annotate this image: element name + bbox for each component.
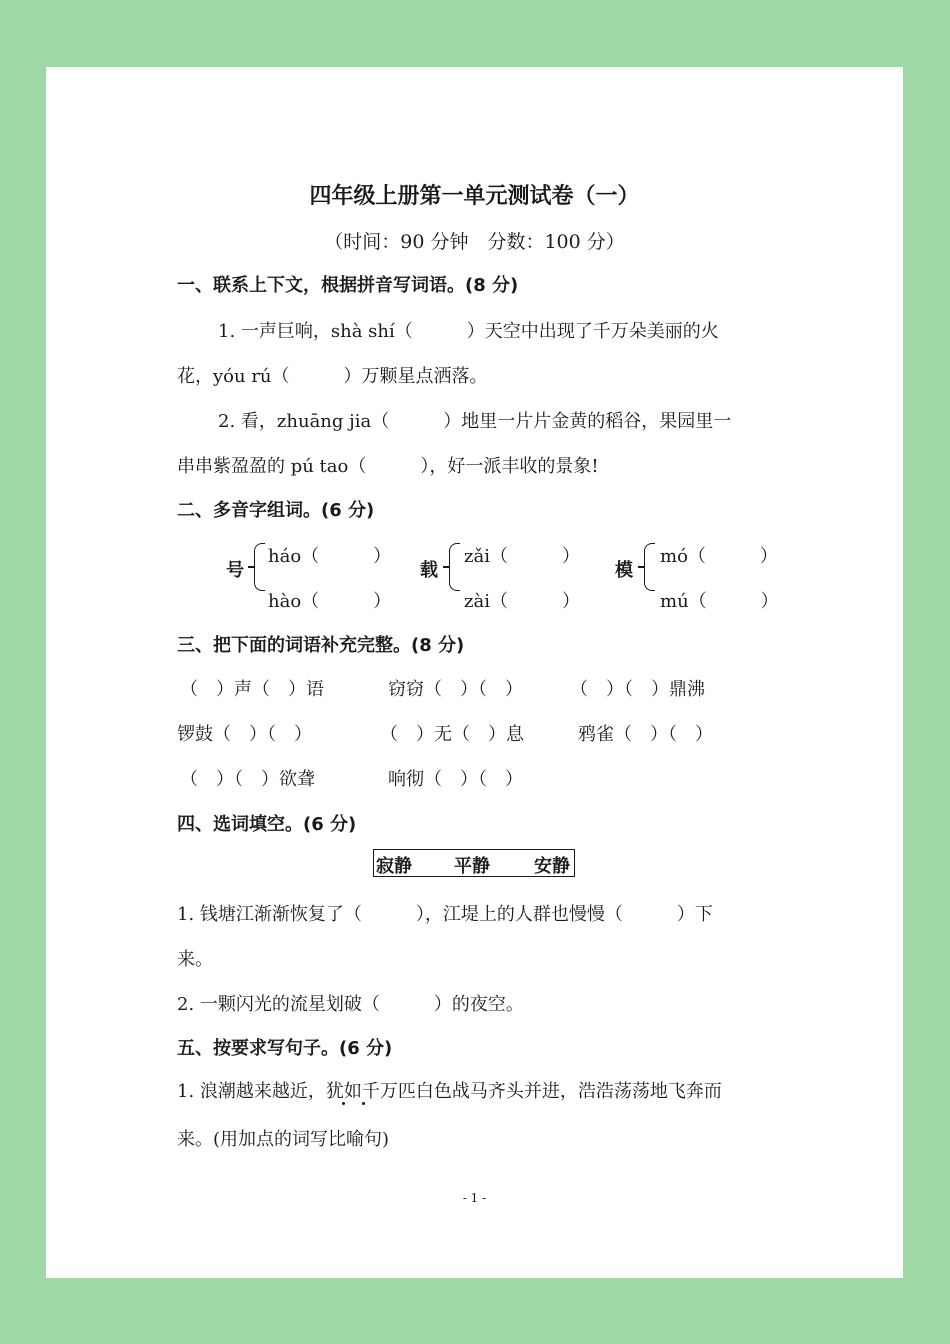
section1-heading: 一、联系上下文，根据拼音写词语。(8 分) — [177, 275, 519, 296]
brace-1 — [254, 543, 265, 591]
polyphone-1-top: háo（ ） — [268, 546, 392, 567]
section5-line2: 来。(用加点的词写比喻句) — [177, 1129, 390, 1150]
word-bank — [373, 849, 575, 877]
section1-line1: 1. 一声巨响，shà shí（ ）天空中出现了千万朵美丽的火 — [218, 321, 719, 342]
idiom-6: 鸦雀（ ）（ ） — [578, 724, 713, 745]
section4-line2: 来。 — [177, 949, 213, 970]
exam-info: （时间：90 分钟 分数：100 分） — [324, 231, 625, 253]
polyphone-2-bottom: zài（ ） — [464, 591, 580, 612]
polyphone-char-2: 载 — [420, 560, 438, 581]
section1-line3: 2. 看，zhuāng jia（ ）地里一片片金黄的稻谷，果园里一 — [218, 411, 732, 432]
section3-heading: 三、把下面的词语补充完整。(8 分) — [177, 635, 465, 656]
section1-line2: 花，yóu rú（ ）万颗星点洒落。 — [177, 366, 488, 387]
section2-heading: 二、多音字组词。(6 分) — [177, 500, 375, 521]
polyphone-char-1: 号 — [226, 560, 244, 581]
brace-2 — [449, 543, 460, 591]
page-number: - 1 - — [462, 1191, 487, 1205]
polyphone-1-bottom: hào（ ） — [268, 591, 392, 612]
emphasis-dot-2 — [362, 1102, 365, 1105]
section4-line3: 2. 一颗闪光的流星划破（ ）的夜空。 — [177, 994, 524, 1015]
word-option-2: 平静 — [454, 856, 490, 877]
idiom-3: （ ）（ ）鼎沸 — [570, 679, 705, 700]
section5-heading: 五、按要求写句子。(6 分) — [177, 1038, 393, 1059]
polyphone-3-top: mó（ ） — [660, 546, 778, 567]
section1-line4: 串串紫盈盈的 pú tao（ ），好一派丰收的景象! — [177, 456, 599, 477]
polyphone-2-top: zǎi（ ） — [464, 546, 580, 567]
idiom-7: （ ）（ ）欲聋 — [180, 769, 315, 790]
brace-3 — [644, 543, 655, 591]
section5-line1: 1. 浪潮越来越近，犹如千万匹白色战马齐头并进，浩浩荡荡地飞奔而 — [177, 1081, 722, 1102]
emphasis-dot-1 — [342, 1102, 345, 1105]
word-option-1: 寂静 — [376, 856, 412, 877]
polyphone-3-bottom: mú（ ） — [660, 591, 779, 612]
idiom-4: 锣鼓（ ）（ ） — [177, 724, 312, 745]
exam-page — [46, 67, 903, 1278]
idiom-2: 窃窃（ ）（ ） — [388, 679, 523, 700]
section4-heading: 四、选词填空。(6 分) — [177, 814, 357, 835]
idiom-5: （ ）无（ ）息 — [380, 724, 524, 745]
page-title: 四年级上册第一单元测试卷（一） — [309, 184, 640, 209]
section4-line1: 1. 钱塘江渐渐恢复了（ ），江堤上的人群也慢慢（ ）下 — [177, 904, 713, 925]
word-option-3: 安静 — [534, 856, 570, 877]
idiom-8: 响彻（ ）（ ） — [388, 769, 523, 790]
idiom-1: （ ）声（ ）语 — [180, 679, 324, 700]
polyphone-char-3: 模 — [615, 560, 633, 581]
